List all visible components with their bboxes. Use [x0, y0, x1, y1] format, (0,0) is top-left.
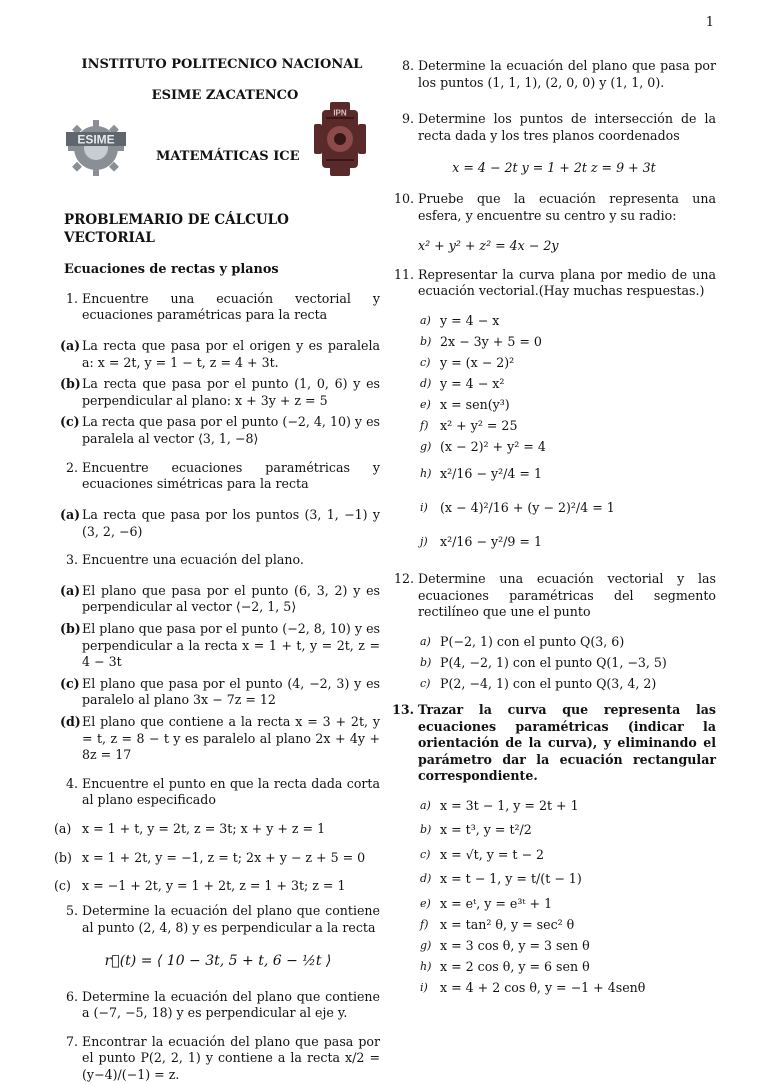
- list-item: a) x = 3t − 1, y = 2t + 1: [420, 797, 579, 813]
- list-item: b) P(4, −2, 1) con el punto Q(1, −3, 5): [420, 654, 667, 670]
- right-column: [392, 56, 716, 998]
- problem-11-items: [392, 310, 716, 559]
- list-item: a) P(−2, 1) con el punto Q(3, 6): [420, 633, 625, 649]
- problem-12-items: [392, 631, 716, 694]
- svg-text:IPN: IPN: [333, 108, 347, 118]
- problem-4-b: (b) x = 1 + 2t, y = −1, z = t; 2x + y − z + 5 = 0: [54, 849, 366, 865]
- problem-3-b: (b) El plano que pasa por el punto (−2, 8, 10) y es perpendicular a la recta x = 1 + t, y = 2t, z = 4 − 3t: [60, 620, 380, 670]
- subject-name: MATEMÁTICAS ICE: [156, 149, 300, 165]
- institute-name: INSTITUTO POLITECNICO NACIONAL: [81, 57, 363, 72]
- list-item: d) x = t − 1, y = t/(t − 1): [420, 870, 582, 886]
- ipn-seal-logo: [308, 102, 372, 178]
- list-item: a) y = 4 − x: [420, 313, 500, 329]
- list-item: h) x = 2 cos θ, y = 6 sen θ: [420, 958, 590, 974]
- problem-4: 4. Encuentre el punto en que la recta dada corta al plano especificado: [65, 775, 380, 808]
- problem-13-items: [392, 795, 716, 998]
- problem-2-a: (a) La recta que pasa por los puntos (3, 1, −1) y (3, 2, −6): [60, 506, 380, 539]
- svg-text:ESIME: ESIME: [77, 132, 115, 147]
- problem-6: 6. Determine la ecuación del plano que contiene a (−7, −5, 18) y es perpendicular al eje y.: [65, 988, 380, 1021]
- list-item: c) x = √t, y = t − 2: [420, 846, 545, 862]
- list-item: e) x = eᵗ, y = e³ᵗ + 1: [420, 895, 553, 911]
- problem-11: 11. Representar la curva plana por medio de una ecuación vectorial.(Hay muchas respuestas.): [393, 266, 716, 299]
- problem-5-equation: r⃗(t) = ⟨ 10 − 3t, 5 + t, 6 − ½t ⟩: [104, 953, 332, 970]
- list-item: b) 2x − 3y + 5 = 0: [420, 334, 542, 350]
- list-item: g) (x − 2)² + y² = 4: [420, 439, 546, 455]
- list-item: g) x = 3 cos θ, y = 3 sen θ: [420, 937, 590, 953]
- problem-9: 9. Determine los puntos de intersección de la recta dada y los tres planos coordenados: [401, 111, 716, 143]
- school-name: ESIME ZACATENCO: [151, 88, 299, 104]
- problem-7: 7. Encontrar la ecuación del plano que pasa por el punto P(2, 2, 1) y contiene a la recta x/2 = (y−4)/(−1) = z.: [65, 1033, 380, 1083]
- document-title: PROBLEMARIO DE CÁLCULO VECTORIAL: [64, 212, 289, 247]
- problem-4-c: (c) x = −1 + 2t, y = 1 + 2t, z = 1 + 3t; z = 1: [54, 878, 346, 894]
- problem-text: Encuentre una ecuación vectorial y ecuaciones paramétricas para la recta: [82, 290, 380, 323]
- logo-row: [56, 110, 380, 188]
- list-item: e) x = sen(y³): [420, 397, 510, 413]
- problem-9-equation: x = 4 − 2t y = 1 + 2t z = 9 + 3t: [452, 160, 656, 176]
- list-item: f) x = tan² θ, y = sec² θ: [420, 916, 575, 932]
- list-item: i) (x − 4)²/16 + (y − 2)²/4 = 1: [420, 500, 615, 516]
- problem-12: 12. Determine una ecuación vectorial y las ecuaciones paramétricas del segmento rectilíneo que une el punto: [393, 571, 716, 620]
- problem-2: 2. Encuentre ecuaciones paramétricas y ecuaciones simétricas para la recta: [65, 459, 380, 492]
- section-heading: Ecuaciones de rectas y planos: [64, 261, 279, 277]
- problem-13: 13. Trazar la curva que representa las ecuaciones paramétricas (indicar la orientación de la curva), y eliminando el parámetro dar la ecuación rectangular correspondiente.: [392, 701, 716, 784]
- problem-10-equation: x² + y² + z² = 4x − 2y: [418, 238, 559, 254]
- list-item: j) x²/16 − y²/9 = 1: [420, 534, 542, 550]
- problem-5: 5. Determine la ecuación del plano que contiene al punto (2, 4, 8) y es perpendicular a la recta: [65, 902, 380, 935]
- problem-10: 10. Pruebe que la ecuación representa una esfera, y encuentre su centro y su radio:: [393, 191, 716, 223]
- list-item: f) x² + y² = 25: [420, 418, 518, 434]
- problem-3-d: (d) El plano que contiene a la recta x = 3 + 2t, y = t, z = 8 − t y es paralelo al plano 2x + 4y + 8z = 17: [60, 714, 380, 763]
- list-item: d) y = 4 − x²: [420, 376, 505, 392]
- list-item: b) x = t³, y = t²/2: [420, 821, 532, 837]
- list-item: i) x = 4 + 2 cos θ, y = −1 + 4senθ: [420, 979, 646, 995]
- left-column: [56, 56, 380, 1084]
- problem-1-a: (a) La recta que pasa por el origen y es paralela a: x = 2t, y = 1 − t, z = 4 + 3t.: [60, 338, 380, 370]
- problem-3-c: (c) El plano que pasa por el punto (4, −2, 3) y es paralelo al plano 3x − 7z = 12: [60, 675, 380, 708]
- list-item: c) P(2, −4, 1) con el punto Q(3, 4, 2): [420, 675, 657, 691]
- problem-3-a: (a) El plano que pasa por el punto (6, 3, 2) y es perpendicular al vector ⟨−2, 1, 5⟩: [60, 582, 380, 615]
- page-number: 1: [705, 15, 714, 30]
- problem-1-c: (c) La recta que pasa por el punto (−2, 4, 10) y es paralela al vector ⟨3, 1, −8⟩: [60, 414, 380, 447]
- problem-8: 8. Determine la ecuación del plano que pasa por los puntos (1, 1, 1), (2, 0, 0) y (1, 1, 0).: [401, 58, 716, 90]
- problem-1-b: (b) La recta que pasa por el punto (1, 0, 6) y es perpendicular al plano: x + 3y + z = 5: [60, 376, 380, 408]
- list-item: h) x²/16 − y²/4 = 1: [420, 466, 542, 482]
- problem-1: [56, 291, 380, 324]
- list-item: c) y = (x − 2)²: [420, 355, 515, 371]
- problem-4-a: (a) x = 1 + t, y = 2t, z = 3t; x + y + z = 1: [54, 821, 326, 837]
- problem-number: 1.: [65, 290, 78, 306]
- problem-3: 3. Encuentre una ecuación del plano.: [65, 552, 304, 568]
- esime-gear-logo: [64, 114, 128, 178]
